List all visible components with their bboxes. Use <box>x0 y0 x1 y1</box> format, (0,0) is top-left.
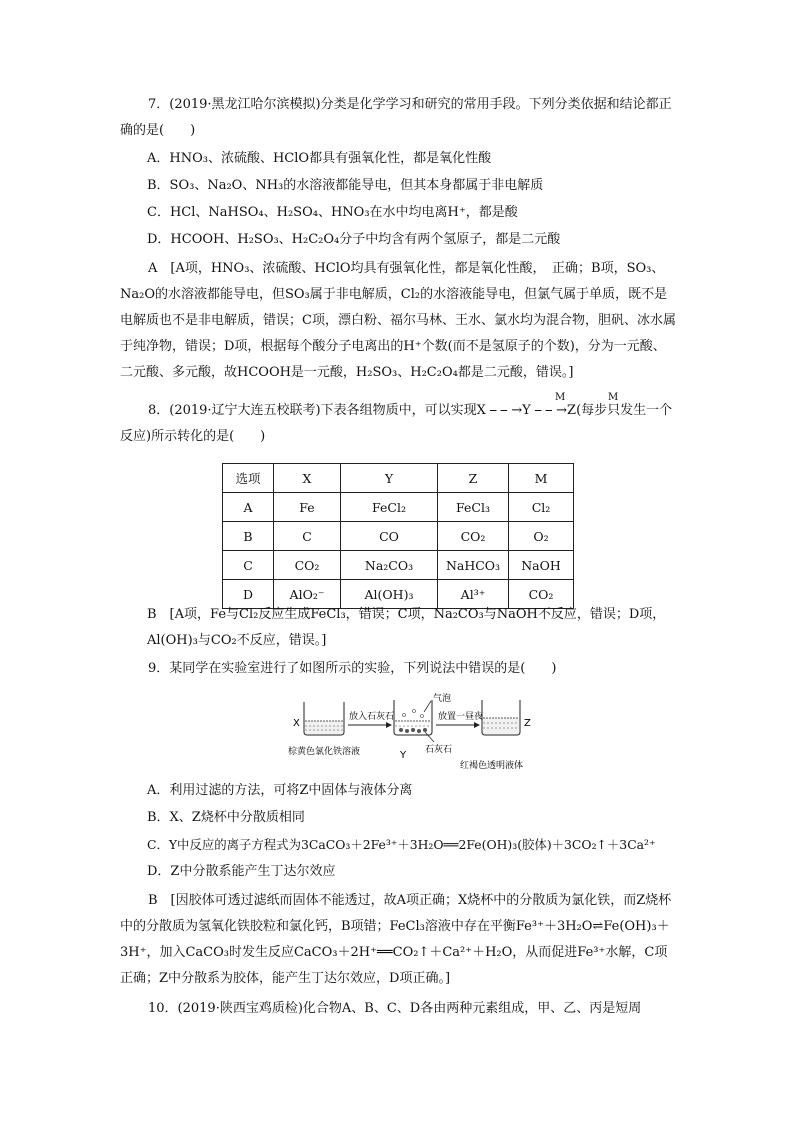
stone-label: 石灰石 <box>425 745 453 755</box>
q9-option-c: C．Y中反应的离子方程式为3CaCO₃＋2Fe³⁺＋3H₂O══2Fe(OH)₃(胶体)＋3CO₂↑＋3Ca²⁺ <box>147 837 656 852</box>
table-cell: CO₂ <box>438 522 509 551</box>
table-cell: AlO₂⁻ <box>274 580 341 609</box>
table-cell: O₂ <box>509 522 574 551</box>
beaker-y <box>394 700 432 735</box>
q7-stem: 7．(2019·黑龙江哈尔滨模拟)分类是化学学习和研究的常用手段。下列分类依据和结论都正确的是( ) <box>120 97 672 138</box>
table-cell: NaOH <box>509 551 574 580</box>
table-header-cell: 选项 <box>223 464 274 493</box>
label-z: Z <box>524 718 531 729</box>
table-cell: CO <box>341 522 438 551</box>
table-cell: FeCl₂ <box>341 493 438 522</box>
table-cell: C <box>223 551 274 580</box>
q8-answer: B [A项，Fe与Cl₂反应生成FeCl₃，错误；C项，Na₂CO₃与NaOH不反应，错误；D项，Al(OH)₃与CO₂不反应，错误。] <box>147 607 666 648</box>
table-header-cell: M <box>509 464 574 493</box>
table-cell: A <box>223 493 274 522</box>
experiment-figure <box>288 688 548 774</box>
q7-option-c: C．HCl、NaHSO₄、H₂SO₄、HNO₃在水中均电离H⁺，都是酸 <box>147 205 518 220</box>
q9-answer: B [因胶体可透过滤纸而固体不能透过，故A项正确；X烧杯中的分散质为氯化铁，而Z烧杯中的分散质为氢氧化铁胶粒和氯化钙，B项错；FeCl₃溶液中存在平衡Fe³⁺＋3H₂O⇌Fe(OH)₃＋3H⁺，加入CaCO₃时发生反应CaCO₃＋2H⁺══CO₂↑＋Ca²⁺＋H₂O，从而促进Fe³⁺水解，C项正确；Z中分散系为胶体，能产生丁达尔效应，D项正确。] <box>120 893 672 986</box>
table-header-row <box>223 464 574 493</box>
caption-x: 棕黄色氯化铁溶液 <box>288 747 361 757</box>
stone-pointer <box>425 732 434 742</box>
table-cell: Na₂CO₃ <box>341 551 438 580</box>
table-cell: CO₂ <box>274 551 341 580</box>
table-cell: D <box>223 580 274 609</box>
q9-option-a: A．利用过滤的方法，可将Z中固体与液体分离 <box>147 783 413 798</box>
q7-option-a: A．HNO₃、浓硫酸、HClO都具有强氧化性，都是氧化性酸 <box>147 151 492 166</box>
q8-arrow-label-2: M <box>608 392 619 403</box>
q8-stem: 8．(2019·辽宁大连五校联考)下表各组物质中，可以实现X ⎯ ⎯ →Y ⎯ ⎯ →Z(每步只发生一个反应)所示转化的是( ) <box>120 403 673 444</box>
caption-z: 红褐色透明液体 <box>460 761 524 771</box>
label-x: X <box>293 718 300 729</box>
table-cell: Al(OH)₃ <box>341 580 438 609</box>
beaker-x <box>304 702 344 735</box>
q8-arrow-label-1: M <box>555 392 566 403</box>
q9-option-d: D．Z中分散系能产生丁达尔效应 <box>147 864 336 879</box>
step1-label: 放入石灰石 <box>349 712 395 722</box>
table-cell: Al³⁺ <box>438 580 509 609</box>
bubble-pointer <box>424 701 431 712</box>
table-header-cell: Y <box>341 464 438 493</box>
step2-label: 放置一昼夜 <box>438 712 484 722</box>
table-cell: Fe <box>274 493 341 522</box>
arrow-1-head-icon <box>386 722 392 728</box>
label-y: Y <box>400 750 407 761</box>
bubble-label: 气泡 <box>433 694 452 704</box>
q9-option-b: B．X、Z烧杯中分散质相同 <box>147 810 305 825</box>
arrow-2-head-icon <box>474 722 480 728</box>
table-cell: C <box>274 522 341 551</box>
table-cell: B <box>223 522 274 551</box>
q7-option-d: D．HCOOH、H₂SO₃、H₂C₂O₄分子中均含有两个氢原子，都是二元酸 <box>147 232 561 247</box>
q10-stem: 10．(2019·陕西宝鸡质检)化合物A、B、C、D各由两种元素组成，甲、乙、丙是短周 <box>148 1001 642 1016</box>
table-cell: Cl₂ <box>509 493 574 522</box>
beaker-z <box>482 700 520 735</box>
table-header-cell: Z <box>438 464 509 493</box>
table-row <box>223 551 574 580</box>
q7-option-b: B．SO₃、Na₂O、NH₃的水溶液都能导电，但其本身都属于非电解质 <box>147 178 544 193</box>
table-header-cell: X <box>274 464 341 493</box>
table-row <box>223 522 574 551</box>
table-row <box>223 493 574 522</box>
q7-answer: A [A项，HNO₃、浓硫酸、HClO均具有强氧化性，都是氧化性酸， 正确；B项，SO₃、Na₂O的水溶液都能导电，但SO₃属于非电解质，Cl₂的水溶液能导电，但氯气属于单质，既不是电解质也不是非电解质，错误；C项，漂白粉、福尔马林、王水、氯水均为混合物，胆矾、冰水属于纯净物，错误；D项，根据每个酸分子电离出的H⁺个数(而不是氢原子的个数)，分为一元酸、二元酸、多元酸，故HCOOH是一元酸，H₂SO₃、H₂C₂O₄都是二元酸，错误。] <box>120 261 676 380</box>
table-cell: NaHCO₃ <box>438 551 509 580</box>
q8-table <box>222 463 574 609</box>
q9-stem: 9．某同学在实验室进行了如图所示的实验，下列说法中错误的是( ) <box>148 661 557 676</box>
table-cell: CO₂ <box>509 580 574 609</box>
table-cell: FeCl₃ <box>438 493 509 522</box>
